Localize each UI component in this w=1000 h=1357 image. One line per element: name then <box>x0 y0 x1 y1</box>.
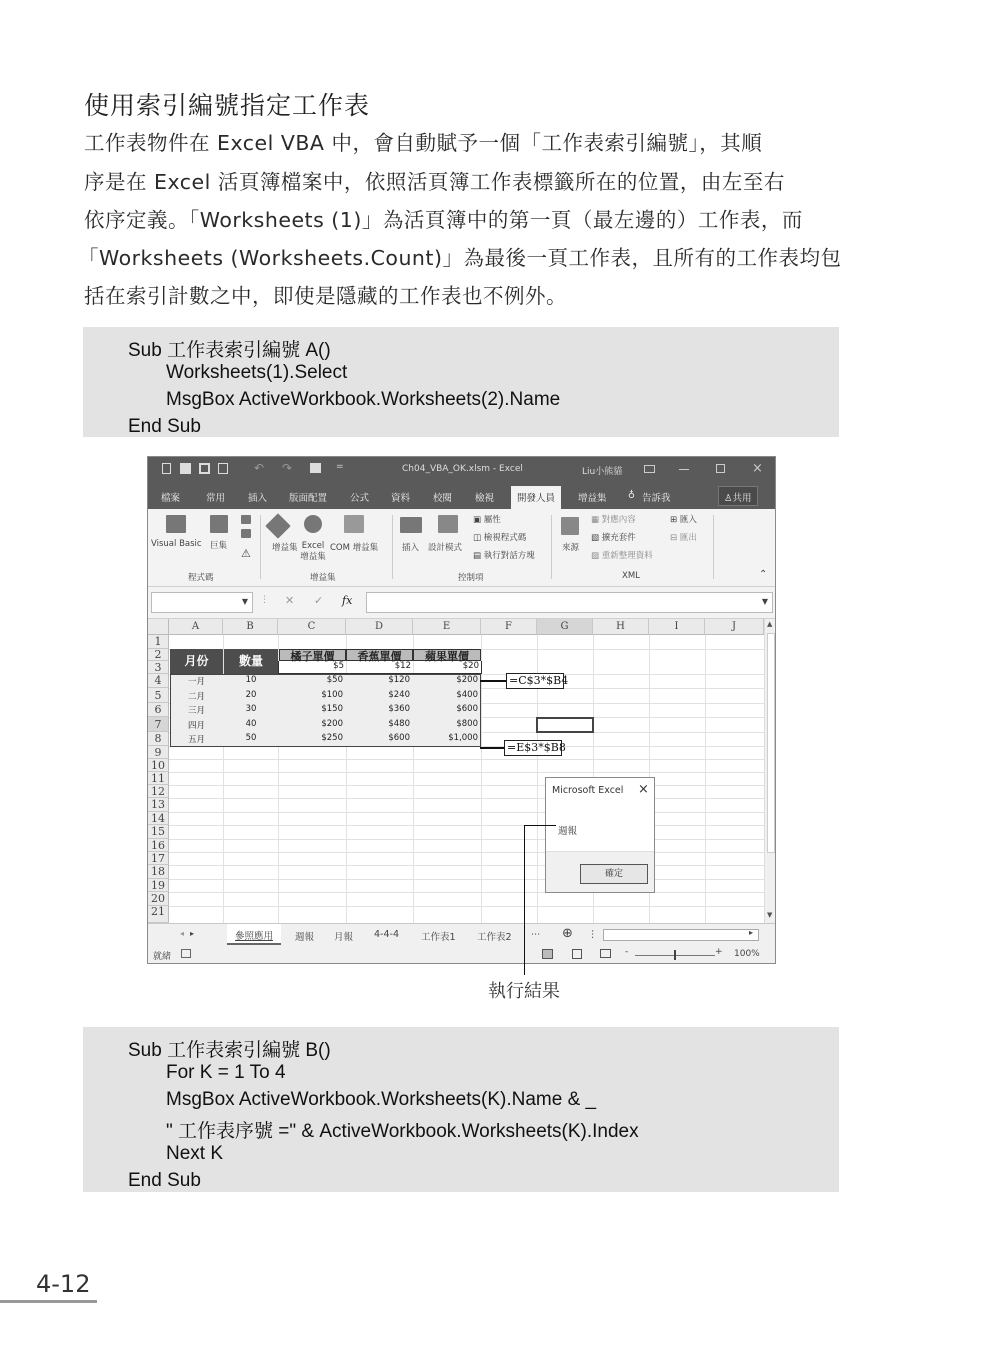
xml-source-icon[interactable] <box>561 517 579 535</box>
customize-icon[interactable]: = <box>336 462 344 472</box>
tab-layout[interactable]: 版面配置 <box>289 493 328 504</box>
more-tabs-icon[interactable]: ⋯ <box>531 929 541 940</box>
status-bar <box>148 945 775 964</box>
tab-review[interactable]: 校閱 <box>433 493 453 504</box>
scroll-right-icon[interactable]: ▸ <box>749 928 754 937</box>
column-header[interactable]: E <box>413 619 481 635</box>
gridline <box>169 839 764 840</box>
row-header[interactable]: 4 <box>148 674 169 688</box>
column-header[interactable]: G <box>537 619 593 635</box>
code-block-b <box>83 1027 839 1192</box>
gridline <box>169 759 764 760</box>
value-cell[interactable]: $1,000 <box>448 733 478 743</box>
function-icon[interactable]: fx <box>342 594 353 607</box>
select-all-corner[interactable] <box>148 619 169 635</box>
value-cell[interactable]: $360 <box>388 704 410 714</box>
group-separator <box>260 515 261 579</box>
row-header[interactable]: 16 <box>148 839 169 852</box>
gridline <box>169 772 764 773</box>
maximize-icon[interactable] <box>716 464 725 473</box>
sheet-tab-active[interactable]: 參照應用 <box>227 924 281 945</box>
design-mode-button[interactable]: 設計模式 <box>428 543 463 553</box>
code-line: Next K <box>166 1143 224 1164</box>
toolbox-icon[interactable] <box>400 517 422 533</box>
code-line: MsgBox ActiveWorkbook.Worksheets(K).Name & _ <box>166 1089 597 1110</box>
expand-formula-icon[interactable]: ▼ <box>761 597 768 606</box>
excel-title-bar <box>148 457 775 483</box>
paragraph-line-2: 序是在 Excel 活頁簿檔案中，依照活頁簿工作表標籤所在的位置，由左至右 <box>84 170 785 194</box>
row-header[interactable]: 19 <box>148 879 169 892</box>
grip-icon: ⋮ <box>588 929 598 940</box>
save-icon[interactable] <box>199 463 210 474</box>
excel-addins-button[interactable]: Excel 增益集 <box>300 541 326 562</box>
window-title: Ch04_VBA_OK.xlsm - Excel <box>402 464 523 474</box>
callout-connector <box>480 680 506 682</box>
value-cell[interactable]: $600 <box>388 733 410 743</box>
value-cell[interactable]: $150 <box>321 704 343 714</box>
group-separator <box>551 515 552 579</box>
row-header[interactable]: 13 <box>148 798 169 812</box>
header-cell-month[interactable]: 月份 <box>170 649 223 674</box>
tab-formulas[interactable]: 公式 <box>350 493 370 504</box>
code-line: Worksheets(1).Select <box>166 362 348 383</box>
scroll-thumb[interactable] <box>767 633 775 853</box>
qty-cell[interactable]: 40 <box>245 719 257 729</box>
zoom-handle[interactable] <box>674 950 676 960</box>
tell-me[interactable]: 告訴我 <box>642 493 671 504</box>
dialog-message: 週報 <box>558 826 578 837</box>
grip-icon: ⋮ <box>260 595 269 605</box>
code-line: Sub 工作表索引編號 B() <box>128 1040 331 1061</box>
close-icon[interactable]: × <box>752 461 763 476</box>
header-cell-apple[interactable]: 蘋果單價 <box>413 649 481 661</box>
page-footer-rule <box>0 1300 97 1303</box>
view-code-button[interactable]: ◫ 檢視程式碼 <box>473 533 527 543</box>
insert-control-button[interactable]: 插入 <box>402 543 420 553</box>
developer-ribbon <box>148 509 775 587</box>
value-cell[interactable]: $200 <box>321 719 343 729</box>
chevron-down-icon[interactable]: ▼ <box>241 597 248 606</box>
import-button[interactable]: ⊞ 匯入 <box>670 515 697 525</box>
properties-button[interactable]: ▣ 屬性 <box>473 515 501 525</box>
expansion-packs-button[interactable]: ▧ 擴充套件 <box>591 533 636 543</box>
header-cell-banana[interactable]: 香蕉單價 <box>346 649 413 661</box>
row-header[interactable]: 17 <box>148 852 169 865</box>
row-header[interactable]: 9 <box>148 746 169 759</box>
lightbulb-icon: ♁ <box>628 490 635 501</box>
gear-icon[interactable] <box>304 515 322 533</box>
column-header[interactable]: F <box>481 619 537 635</box>
horizontal-scrollbar[interactable] <box>603 929 759 941</box>
sheet-tab[interactable]: 週報 <box>295 932 315 943</box>
price-row-border <box>278 661 482 674</box>
gridline <box>169 892 764 893</box>
addin-icon[interactable] <box>265 513 290 538</box>
value-cell[interactable]: $400 <box>456 690 478 700</box>
sheet-tab[interactable]: 工作表1 <box>421 932 456 943</box>
value-cell[interactable]: $480 <box>388 719 410 729</box>
macro-button[interactable]: 巨集 <box>210 541 228 551</box>
visual-basic-button[interactable]: Visual Basic <box>151 539 202 549</box>
map-properties-button[interactable]: ▦ 對應內容 <box>591 515 636 525</box>
ribbon-display-icon[interactable] <box>644 465 655 473</box>
gridline <box>169 798 764 799</box>
row-header[interactable]: 8 <box>148 732 169 746</box>
value-cell[interactable]: $250 <box>321 733 343 743</box>
group-label-addins: 增益集 <box>310 573 336 583</box>
next-sheet-icon[interactable]: ▸ <box>190 929 195 938</box>
row-header[interactable]: 6 <box>148 703 169 717</box>
warning-icon[interactable]: ⚠ <box>241 547 251 560</box>
row-header[interactable]: 2 <box>148 649 169 661</box>
code-line: Sub 工作表索引編號 A() <box>128 340 331 361</box>
sheet-tab[interactable]: 月報 <box>334 932 354 943</box>
tab-insert[interactable]: 插入 <box>248 493 268 504</box>
row-header[interactable]: 21 <box>148 906 169 923</box>
group-label-code: 程式碼 <box>188 573 214 583</box>
gridline <box>169 906 764 907</box>
gridline <box>169 785 764 786</box>
redo-icon[interactable]: ↷ <box>282 461 293 475</box>
ok-button[interactable]: 確定 <box>580 864 648 884</box>
month-cell[interactable]: 三月 <box>187 706 205 716</box>
code-line: End Sub <box>128 1170 201 1191</box>
qty-cell[interactable]: 30 <box>245 704 257 714</box>
tab-file[interactable]: 檔案 <box>161 493 181 504</box>
header-cell-qty[interactable]: 數量 <box>224 649 278 674</box>
row-header[interactable]: 10 <box>148 759 169 772</box>
design-mode-icon[interactable] <box>438 515 458 533</box>
print-preview-icon[interactable] <box>218 463 228 474</box>
qty-cell[interactable]: 20 <box>245 690 257 700</box>
header-cell-orange[interactable]: 橘子單價 <box>279 649 346 661</box>
paragraph-line-1: 工作表物件在 Excel VBA 中，會自動賦予一個「工作表索引編號」，其順 <box>84 131 763 155</box>
undo-icon[interactable]: ↶ <box>254 461 265 475</box>
minimize-icon[interactable] <box>679 469 689 470</box>
page-layout-icon[interactable] <box>572 949 582 959</box>
share-button[interactable]: ♙共用 <box>718 486 758 506</box>
row-header[interactable]: 14 <box>148 812 169 825</box>
column-header[interactable]: C <box>278 619 346 635</box>
value-cell[interactable]: $200 <box>456 675 478 685</box>
formula-bar <box>148 587 775 619</box>
caption-connector <box>524 825 556 826</box>
tab-view[interactable]: 檢視 <box>475 493 495 504</box>
sheet-tab[interactable]: 4-4-4 <box>374 929 399 940</box>
zoom-in-icon[interactable]: + <box>715 947 723 957</box>
caption-connector <box>524 825 525 975</box>
page-break-icon[interactable] <box>600 949 611 958</box>
tab-developer[interactable]: 開發人員 <box>511 486 561 509</box>
collapse-ribbon-icon[interactable]: ⌃ <box>759 569 768 580</box>
zoom-out-icon[interactable]: - <box>625 947 629 957</box>
paragraph-line-5: 括在索引計數之中，即使是隱藏的工作表也不例外。 <box>84 284 567 308</box>
month-cell[interactable]: 四月 <box>187 721 205 731</box>
com-addin-icon[interactable] <box>344 515 364 533</box>
new-file-icon[interactable] <box>162 463 171 474</box>
callout-connector <box>480 747 504 749</box>
value-cell[interactable]: $600 <box>456 704 478 714</box>
person-icon: ♙ <box>724 493 733 504</box>
xml-source-button[interactable]: 來源 <box>562 543 580 553</box>
column-header[interactable]: H <box>593 619 649 635</box>
addins-button[interactable]: 增益集 <box>272 543 298 553</box>
column-header[interactable]: B <box>223 619 278 635</box>
group-separator <box>392 515 393 579</box>
open-icon[interactable] <box>180 463 191 474</box>
paragraph-line-3: 依序定義。「Worksheets (1)」為活頁簿中的第一頁（最左邊的）工作表，而 <box>84 208 803 232</box>
value-cell[interactable]: $50 <box>326 675 343 685</box>
price-cell[interactable]: $20 <box>462 661 479 671</box>
code-block-a <box>83 327 839 437</box>
gridline <box>169 865 764 866</box>
row-header[interactable]: 18 <box>148 865 169 879</box>
macro-icon[interactable] <box>210 515 228 533</box>
column-header[interactable]: J <box>705 619 764 635</box>
gridline <box>169 852 764 853</box>
prev-sheet-icon[interactable]: ◂ <box>180 929 185 938</box>
com-addins-button[interactable]: COM 增益集 <box>330 543 379 553</box>
gridline <box>169 825 764 826</box>
record-macro-icon[interactable] <box>241 515 251 524</box>
qty-cell[interactable]: 10 <box>245 675 257 685</box>
export-button[interactable]: ⊟ 匯出 <box>670 533 697 543</box>
enter-icon[interactable]: ✓ <box>314 594 324 607</box>
sheet-tab-bar <box>148 923 775 945</box>
value-cell[interactable]: $100 <box>321 690 343 700</box>
dialog-title: Microsoft Excel <box>552 785 624 796</box>
value-cell[interactable]: $240 <box>388 690 410 700</box>
row-header[interactable]: 7 <box>148 717 169 732</box>
user-name: Liu小熊貓 <box>582 467 623 477</box>
folder-icon[interactable] <box>310 463 321 473</box>
gridline <box>169 879 764 880</box>
excel-screenshot <box>147 456 776 964</box>
group-label-xml: XML <box>622 571 640 581</box>
code-line: " 工作表序號 =" & ActiveWorkbook.Worksheets(K).Index <box>166 1121 639 1142</box>
excel-ribbon-tabs <box>148 483 775 509</box>
close-icon[interactable]: × <box>638 782 649 797</box>
row-header[interactable]: 5 <box>148 688 169 703</box>
tab-data[interactable]: 資料 <box>391 493 411 504</box>
price-cell[interactable]: $12 <box>394 661 411 671</box>
row-header[interactable]: 11 <box>148 772 169 785</box>
figure-caption: 執行結果 <box>488 981 560 1002</box>
value-cell[interactable]: $120 <box>388 675 410 685</box>
macro-record-icon[interactable] <box>181 949 191 958</box>
add-sheet-icon[interactable]: ⊕ <box>562 926 573 941</box>
relative-ref-icon[interactable] <box>241 529 251 538</box>
msgbox-dialog <box>545 777 655 893</box>
row-header[interactable]: 20 <box>148 892 169 906</box>
group-label-controls: 控制項 <box>458 573 484 583</box>
zoom-level[interactable]: 100% <box>734 949 760 959</box>
visual-basic-icon[interactable] <box>166 515 186 533</box>
cancel-icon[interactable]: ✕ <box>285 594 295 607</box>
active-cell-g7[interactable] <box>536 717 594 733</box>
scroll-up-icon[interactable]: ▲ <box>767 620 773 628</box>
section-heading: 使用索引編號指定工作表 <box>84 91 371 120</box>
code-line: End Sub <box>128 416 201 437</box>
column-header[interactable]: A <box>169 619 223 635</box>
formula-callout-top: =C$3*$B4 <box>506 673 564 689</box>
gridline <box>169 812 764 813</box>
row-header[interactable]: 3 <box>148 661 169 674</box>
code-line: For K = 1 To 4 <box>166 1062 286 1083</box>
price-cell[interactable]: $5 <box>333 661 344 671</box>
refresh-data-button[interactable]: ▨ 重新整理資料 <box>591 551 653 561</box>
qty-cell[interactable]: 50 <box>245 733 257 743</box>
name-box[interactable] <box>151 592 253 613</box>
column-header[interactable]: I <box>649 619 705 635</box>
run-dialog-button[interactable]: ▤ 執行對話方塊 <box>473 551 535 561</box>
group-separator <box>713 515 714 579</box>
tab-addins[interactable]: 增益集 <box>578 493 607 504</box>
page-number: 4-12 <box>36 1270 91 1298</box>
vertical-scrollbar[interactable] <box>764 619 776 923</box>
scroll-down-icon[interactable]: ▼ <box>767 911 773 919</box>
status-text: 就緒 <box>153 952 172 962</box>
formula-input[interactable] <box>366 592 773 613</box>
month-cell[interactable]: 一月 <box>187 677 205 687</box>
column-header[interactable]: D <box>346 619 413 635</box>
row-header[interactable]: 12 <box>148 785 169 798</box>
worksheet-grid <box>148 619 764 923</box>
tab-home[interactable]: 常用 <box>206 493 226 504</box>
row-header[interactable]: 15 <box>148 825 169 839</box>
normal-view-icon[interactable] <box>542 949 553 959</box>
paragraph-line-4: 「Worksheets (Worksheets.Count)」為最後一頁工作表，且所有的工作表均包 <box>78 246 842 270</box>
formula-callout-bottom: =E$3*$B8 <box>504 740 562 756</box>
value-cell[interactable]: $800 <box>456 719 478 729</box>
month-cell[interactable]: 二月 <box>187 692 205 702</box>
row-header[interactable]: 1 <box>148 635 169 649</box>
code-line: MsgBox ActiveWorkbook.Worksheets(2).Name <box>166 389 561 410</box>
month-cell[interactable]: 五月 <box>187 735 205 745</box>
sheet-tab[interactable]: 工作表2 <box>477 932 512 943</box>
